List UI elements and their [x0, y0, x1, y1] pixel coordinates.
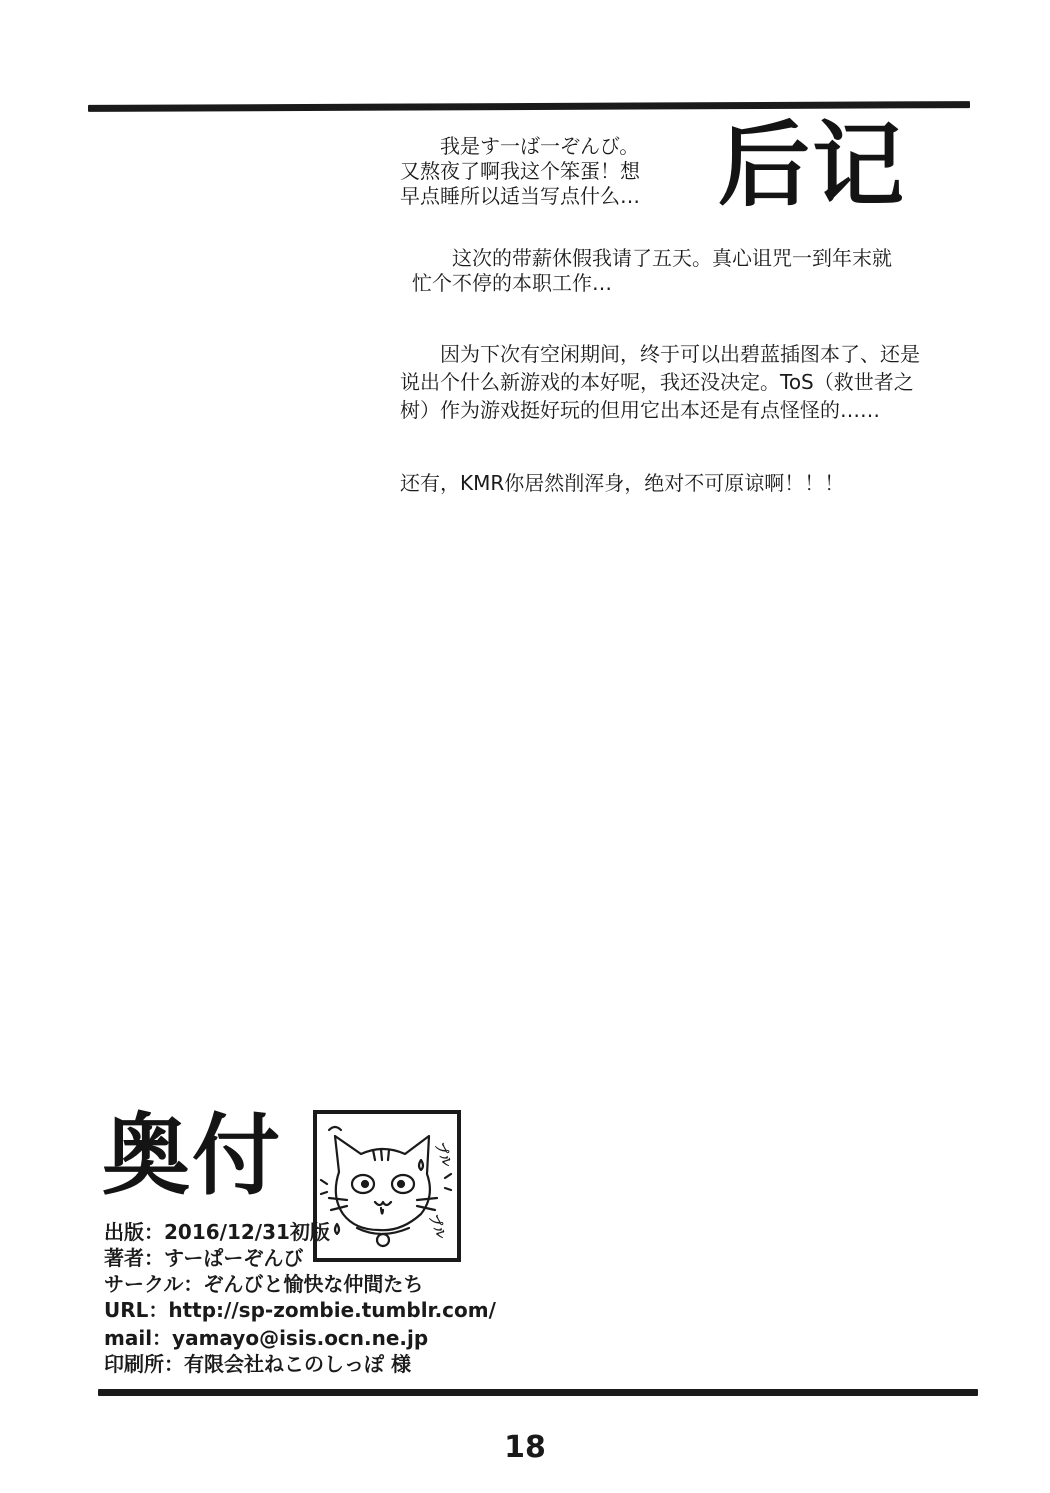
- paragraph-1-line: 忙个不停的本职工作…: [412, 271, 612, 295]
- paragraph-3: 还有，KMR你居然削浑身，绝对不可原谅啊！！！: [400, 471, 845, 495]
- intro-line: 早点睡所以适当写点什么…: [400, 184, 640, 208]
- afterword-title: 后记: [718, 112, 907, 219]
- intro-line: 我是す一ば一ぞんび。: [440, 134, 640, 158]
- shake-label: プル: [425, 1212, 449, 1242]
- cat-illustration: [313, 1110, 461, 1262]
- url-line: URL：http://sp-zombie.tumblr.com/: [104, 1298, 496, 1322]
- paragraph-2-line: 树）作为游戏挺好玩的但用它出本还是有点怪怪的……: [400, 398, 880, 422]
- publication-date: 出版：2016/12/31初版: [104, 1220, 330, 1244]
- printer-line: 印刷所：有限会社ねこのしっぽ 様: [104, 1352, 411, 1376]
- cat-drawing: [317, 1114, 457, 1258]
- top-rule: [88, 101, 970, 112]
- shake-label: プル: [431, 1140, 455, 1170]
- paragraph-2-line: 说出个什么新游戏的本好呢，我还没决定。ToS（救世者之: [400, 370, 914, 394]
- intro-line: 又熬夜了啊我这个笨蛋！想: [400, 159, 640, 183]
- paragraph-1-line: 这次的带薪休假我请了五天。真心诅咒一到年末就: [452, 246, 892, 270]
- bottom-rule: [98, 1389, 978, 1396]
- circle-line: サークル：ぞんびと愉快な仲間たち: [104, 1272, 424, 1296]
- paragraph-2-line: 因为下次有空闲期间，终于可以出碧蓝插图本了、还是: [440, 342, 920, 366]
- colophon-title: 奥付: [102, 1104, 283, 1207]
- mail-line: mail：yamayo@isis.ocn.ne.jp: [104, 1326, 429, 1350]
- page-number: 18: [504, 1430, 546, 1465]
- author-line: 著者：すーぱーぞんび: [104, 1246, 304, 1270]
